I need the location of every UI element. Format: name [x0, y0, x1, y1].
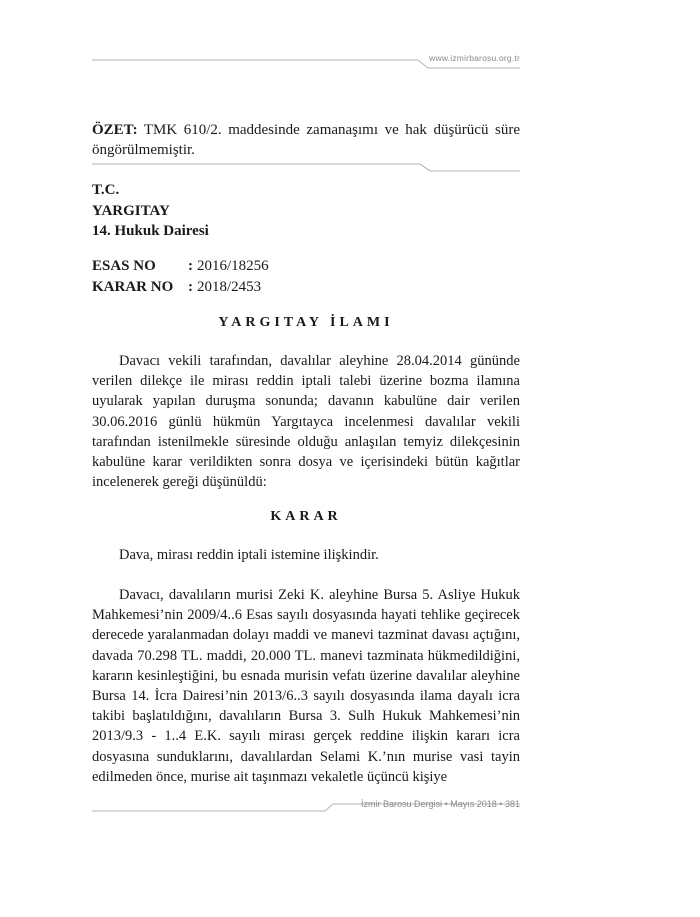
footer-journal: İzmir Barosu Dergisi [361, 799, 443, 809]
paragraph-dava: Dava, mirası reddin iptali istemine ilişkindir. [119, 547, 379, 563]
court-name: YARGITAY [92, 202, 170, 219]
heading-ilam: YARGITAY İLAMI [218, 315, 394, 330]
esas-no-label: ESAS NO [92, 258, 156, 274]
karar-no-colon: : [188, 278, 193, 295]
karar-no-label: KARAR NO [92, 278, 174, 295]
summary-block [92, 120, 520, 160]
karar-no-row [92, 277, 269, 298]
summary-label: ÖZET: [92, 122, 138, 138]
esas-no-row [92, 256, 269, 277]
paragraph-davaci: Davacı, davalıların murisi Zeki K. aleyhine Bursa 5. Asliye Hukuk Mahkemesi’nin 2009/4..6 Esas sayılı dosyasında hayati tehlike geçirecek derecede yaralanmadan dolayı maddi ve manevi tazminat davası açtığını, davada 70.298 TL. maddi, 20.000 TL. manevi tazminata hükmedildiğini, kararın kesinleştiğini, bu esnada murisin vefatı üzerine davalılar aleyhine Bursa 14. İcra Dairesi’nin 2013/6..3 sayılı dosyasında ilama dayalı icra takibi başlatıldığını, davalıların Bursa 3. Sulh Hukuk Mahkemesi’nin 2013/9.3 - 1..4 E.K. sayılı mirası gerçek reddine ilişkin kararı icra dosyasına sunduklarını, davalılardan Selami K.’nın murise vasi tayin edilmeden önce, murise ait taşınmazı vekaletle üçüncü kişiye [92, 587, 520, 785]
court-tc: T.C. [92, 182, 120, 198]
footer-separator-1: • [444, 799, 448, 809]
footer-page-number: 381 [504, 799, 520, 809]
footer-separator-2: • [499, 799, 503, 809]
case-references [92, 256, 269, 297]
heading-karar: KARAR [270, 509, 342, 524]
esas-no-colon: : [188, 258, 193, 274]
court-header [92, 180, 209, 242]
top-rule [92, 60, 520, 68]
intro-paragraph: Davacı vekili tarafından, davalılar aleyhine 28.04.2014 gününde verilen dilekçe ile mirası reddin iptali talebi üzerine bozma ilamına uyularak yapılan duruşma sonunda; davanın kabulüne dair verilen 30.06.2016 günlü hükmün Yargıtayca incelenmesi davalılar vekili tarafından istenilmekle süresinde olduğu anlaşılan temyiz dilekçesinin kabulüne karar verildikten sonra dosya ve içerisindeki bütün kağıtlar incelenerek gereği düşünüldü: [92, 353, 520, 491]
court-chamber: 14. Hukuk Dairesi [92, 223, 209, 239]
esas-no-value: 2016/18256 [197, 258, 269, 274]
karar-no-value: 2018/2453 [197, 278, 262, 295]
summary-text: TMK 610/2. maddesinde zamanaşımı ve hak düşürücü süre öngörülmemiştir. [92, 122, 520, 158]
footer-issue: Mayıs 2018 [450, 799, 497, 809]
website-url: www.izmirbarosu.org.tr [429, 53, 520, 63]
summary-rule [92, 164, 520, 171]
page-footer [361, 799, 520, 809]
